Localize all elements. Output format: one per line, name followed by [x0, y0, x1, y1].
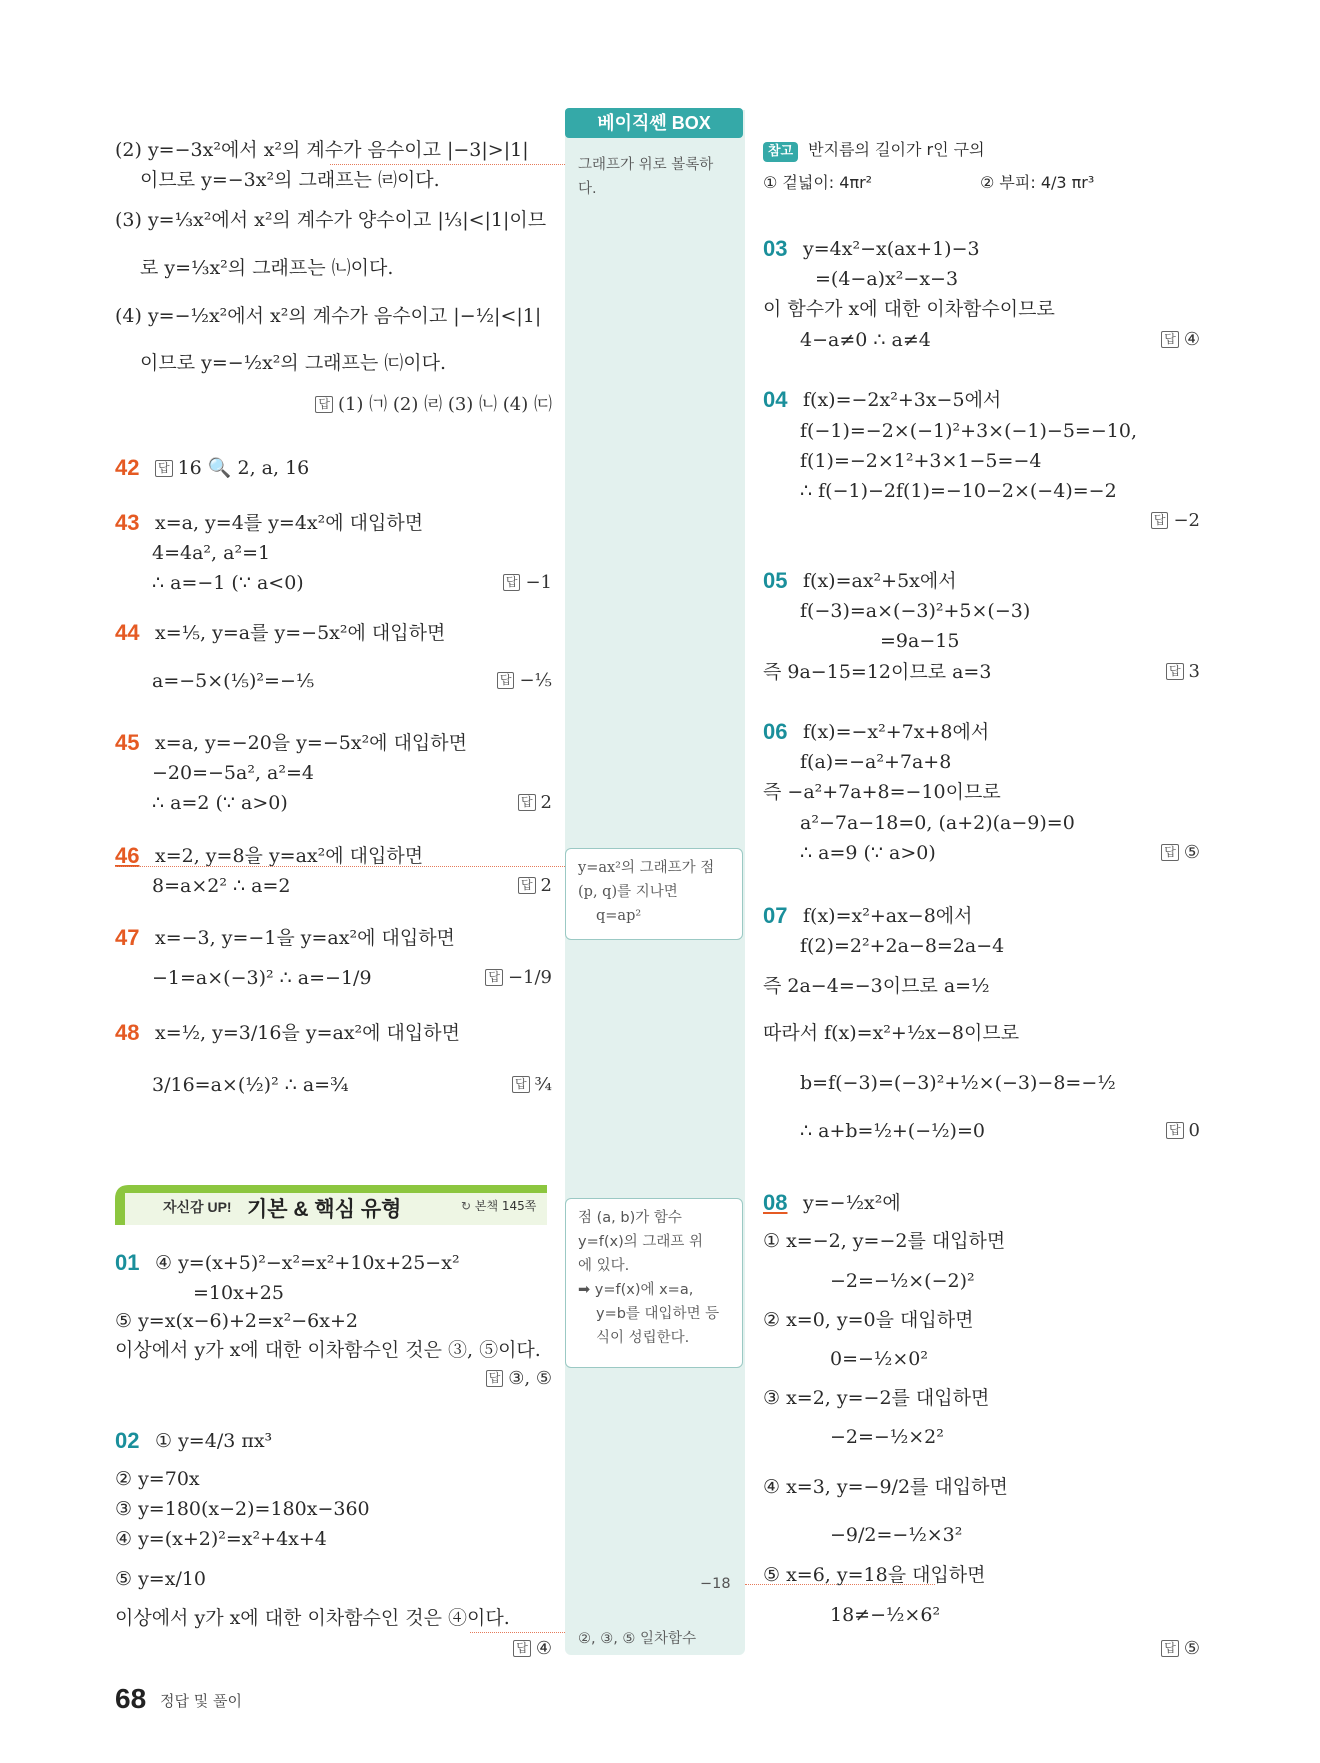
q07-line1: f(x)=x²+ax−8에서: [803, 905, 973, 927]
left-p4-line1: (4) y=−½x²에서 x²의 계수가 음수이고 |−½|<|1|: [115, 305, 542, 327]
answer-mark: 답: [1161, 844, 1179, 861]
q44-line2: a=−5×(⅕)²=−⅕: [152, 670, 315, 692]
q03-answer-text: ④: [1183, 329, 1200, 350]
q08-line3: −2=−½×(−2)²: [830, 1270, 975, 1292]
q45-number: 45: [115, 730, 140, 755]
side-note-1: [578, 153, 713, 201]
q05-number: 05: [763, 568, 788, 593]
q02-link-line: [470, 1632, 565, 1633]
answer-mark: 답: [518, 794, 536, 811]
q07-line2: f(2)=2²+2a−8=2a−4: [800, 935, 1005, 957]
q02-line6: 이상에서 y가 x에 대한 이차함수인 것은 ④이다.: [115, 1607, 510, 1629]
q06-answer-text: ⑤: [1183, 842, 1200, 863]
q07-line3: 즉 2a−4=−3이므로 a=½: [763, 975, 990, 997]
answer-mark: 답: [497, 672, 515, 689]
q08-answer-text: ⑤: [1183, 1638, 1200, 1659]
q04-answer-text: −2: [1173, 510, 1200, 531]
answer-mark: 답: [485, 969, 503, 986]
q07-answer-text: 0: [1188, 1120, 1200, 1141]
left-p3-line1: (3) y=⅓x²에서 x²의 계수가 양수이고 |⅓|<|1|이므: [115, 209, 547, 231]
q05-line4: 즉 9a−15=12이므로 a=3: [763, 661, 992, 683]
note-line2b: ② 부피: 4/3 πr³: [980, 173, 1095, 192]
q46-line1: x=2, y=8을 y=ax²에 대입하면: [155, 845, 424, 867]
q02-line4: ④ y=(x+2)²=x²+4x+4: [115, 1528, 327, 1550]
page-label: 정답 및 풀이: [160, 1692, 242, 1710]
q01-line2: =10x+25: [193, 1282, 284, 1304]
left-p2-line2: 이므로 y=−3x²의 그래프는 ㈃이다.: [140, 169, 440, 191]
q47-line2: −1=a×(−3)² ∴ a=−1/9: [152, 967, 372, 989]
note-line1-text: 반지름의 길이가 r인 구의: [808, 140, 985, 159]
answer-mark: 답: [486, 1370, 504, 1387]
answer-mark: 답: [155, 460, 173, 477]
q03-line3: 이 함수가 x에 대한 이차함수이므로: [763, 298, 1055, 320]
q01-line3: ⑤ y=x(x−6)+2=x²−6x+2: [115, 1310, 358, 1332]
q07-line6: ∴ a+b=½+(−½)=0: [800, 1120, 985, 1142]
side-note-2-line2: (p, q)를 지나면: [578, 884, 678, 900]
q02-line3: ③ y=180(x−2)=180x−360: [115, 1498, 370, 1520]
side-note-3-line1: 점 (a, b)가 함수: [578, 1210, 682, 1226]
q45-line1: x=a, y=−20을 y=−5x²에 대입하면: [155, 732, 467, 754]
q47-line1: x=−3, y=−1을 y=ax²에 대입하면: [155, 927, 455, 949]
answer-mark: 답: [1161, 331, 1179, 348]
left-p3-line2: 로 y=⅓x²의 그래프는 ㈁이다.: [140, 257, 394, 279]
answer-mark: 답: [315, 396, 333, 413]
q03-answer: [1100, 327, 1200, 353]
q43-answer-text: −1: [525, 572, 552, 593]
note-line2a: ① 겉넓이: 4πr²: [763, 173, 873, 192]
q46-answer: [440, 873, 552, 899]
q05-line3: =9a−15: [880, 630, 960, 652]
side-note-1-line2: 다.: [578, 181, 597, 197]
q43-line1: x=a, y=4를 y=4x²에 대입하면: [155, 512, 424, 534]
q08-line10: ⑤ x=6, y=18을 대입하면: [763, 1564, 986, 1586]
q02-answer: [440, 1636, 552, 1662]
q08-line7: −2=−½×2²: [830, 1426, 944, 1448]
q45-line2: −20=−5a², a²=4: [152, 762, 315, 784]
q42-answer: 16 🔍 2, a, 16: [177, 457, 310, 479]
q44-answer-text: −⅕: [519, 670, 552, 691]
q07-line5: b=f(−3)=(−3)²+½×(−3)−8=−½: [800, 1072, 1116, 1094]
section-title: 기본 & 핵심 유형: [247, 1198, 402, 1221]
answer-text: (1) ㈀ (2) ㈃ (3) ㈁ (4) ㈂: [337, 394, 552, 415]
answer-mark: 답: [503, 574, 521, 591]
side-note-1-line1: 그래프가 위로 볼록하: [578, 157, 714, 173]
answer-mark: 답: [1166, 1122, 1184, 1139]
q45-answer-text: 2: [540, 792, 552, 813]
q48-answer-text: ¾: [534, 1074, 552, 1095]
q08-line8: ④ x=3, y=−9/2를 대입하면: [763, 1476, 1008, 1498]
q46-number: 46: [115, 843, 140, 868]
q07-number: 07: [763, 903, 788, 928]
q04-line1: f(x)=−2x²+3x−5에서: [803, 389, 1002, 411]
side-note-2-line1: y=ax²의 그래프가 점: [578, 860, 715, 876]
q07-line4: 따라서 f(x)=x²+½x−8이므로: [763, 1022, 1020, 1044]
q05-answer-text: 3: [1188, 661, 1200, 682]
q02-number: 02: [115, 1428, 140, 1453]
q48-number: 48: [115, 1020, 140, 1045]
q07-answer: [1100, 1118, 1200, 1144]
side-note-3-line4: ➡ y=f(x)에 x=a,: [578, 1282, 694, 1298]
q44-answer: [440, 668, 552, 694]
q44-number: 44: [115, 620, 140, 645]
q01-line4: 이상에서 y가 x에 대한 이차함수인 것은 ③, ⑤이다.: [115, 1339, 541, 1361]
q44-line1: x=⅕, y=a를 y=−5x²에 대입하면: [155, 622, 446, 644]
answer-mark: 답: [1151, 512, 1169, 529]
q03-line4: 4−a≠0 ∴ a≠4: [800, 329, 931, 351]
q03-number: 03: [763, 236, 788, 261]
q02-line1: ① y=4/3 πx³: [155, 1430, 273, 1452]
q08-line4: ② x=0, y=0을 대입하면: [763, 1309, 974, 1331]
q47-answer-text: −1/9: [507, 967, 552, 988]
left-p2-line1: (2) y=−3x²에서 x²의 계수가 음수이고 |−3|>|1|: [115, 139, 529, 161]
section-ref-text: 본책 145쪽: [474, 1199, 537, 1213]
left-p-answer: [300, 392, 552, 418]
q04-line3: f(1)=−2×1²+3×1−5=−4: [800, 450, 1042, 472]
answer-mark: 답: [1161, 1640, 1179, 1657]
q01-number: 01: [115, 1250, 140, 1275]
p2-link-line: [330, 164, 565, 165]
q48-answer: [440, 1072, 552, 1098]
q02-answer-text: ④: [535, 1638, 552, 1659]
side-note-2-line3: q=ap²: [596, 908, 642, 924]
q02-line5: ⑤ y=x/10: [115, 1568, 207, 1590]
side-note-4: −18: [700, 1576, 731, 1592]
q04-line4: ∴ f(−1)−2f(1)=−10−2×(−4)=−2: [800, 480, 1117, 502]
q04-answer: [1100, 508, 1200, 534]
q08-line9: −9/2=−½×3²: [830, 1524, 963, 1546]
q08-line6: ③ x=2, y=−2를 대입하면: [763, 1387, 990, 1409]
side-note-2: [578, 856, 714, 928]
q42-number: 42: [115, 455, 140, 480]
q08-line5: 0=−½×0²: [830, 1348, 928, 1370]
q45-answer: [440, 790, 552, 816]
section-ref: [461, 1197, 536, 1214]
q06-number: 06: [763, 719, 788, 744]
section-header: [115, 1185, 547, 1223]
answer-mark: 답: [512, 1076, 530, 1093]
q06-line1: f(x)=−x²+7x+8에서: [803, 721, 990, 743]
q03-line1: y=4x²−x(ax+1)−3: [803, 238, 980, 260]
q08-number: 08: [763, 1190, 788, 1215]
q08-line2: ① x=−2, y=−2를 대입하면: [763, 1230, 1006, 1252]
q06-line3: 즉 −a²+7a+8=−10이므로: [763, 781, 1001, 803]
q48-line1: x=½, y=3/16을 y=ax²에 대입하면: [155, 1022, 460, 1044]
q46-line2: 8=a×2² ∴ a=2: [152, 875, 291, 897]
q04-line2: f(−1)=−2×(−1)²+3×(−1)−5=−10,: [800, 420, 1137, 442]
q01-answer-text: ③, ⑤: [508, 1368, 552, 1389]
answer-mark: 답: [1166, 663, 1184, 680]
q06-line5: ∴ a=9 (∵ a>0): [800, 842, 936, 864]
q04-number: 04: [763, 387, 788, 412]
q43-line2: 4=4a², a²=1: [152, 542, 271, 564]
q48-line2: 3/16=a×(½)² ∴ a=¾: [152, 1074, 349, 1096]
q02-line2: ② y=70x: [115, 1468, 200, 1490]
q47-answer: [440, 965, 552, 991]
q08-line11: 18≠−½×6²: [830, 1604, 941, 1626]
note-icon: 참고: [763, 142, 798, 162]
side-note-3: [578, 1206, 719, 1350]
side-note-3-line3: 에 있다.: [578, 1258, 630, 1274]
q08-answer: [1100, 1636, 1200, 1662]
section-small-label: 자신감 UP!: [163, 1199, 232, 1215]
q46-link-line: [115, 866, 565, 867]
q01-line1: ④ y=(x+5)²−x²=x²+10x+25−x²: [155, 1252, 460, 1274]
note-line1: [763, 137, 985, 163]
q43-answer: [440, 570, 552, 596]
q05-line1: f(x)=ax²+5x에서: [803, 570, 957, 592]
q45-line3: ∴ a=2 (∵ a>0): [152, 792, 288, 814]
page-number: 68: [115, 1683, 147, 1714]
refresh-icon: ↻: [461, 1199, 475, 1213]
q05-answer: [1100, 659, 1200, 685]
left-p4-line2: 이므로 y=−½x²의 그래프는 ㈂이다.: [140, 352, 447, 374]
q08-line1: y=−½x²에: [803, 1192, 901, 1214]
side-note-3-line6: 식이 성립한다.: [596, 1330, 690, 1346]
q01-answer: [420, 1366, 552, 1392]
q43-number: 43: [115, 510, 140, 535]
q06-line4: a²−7a−18=0, (a+2)(a−9)=0: [800, 812, 1075, 834]
q47-number: 47: [115, 925, 140, 950]
side-note-3-line5: y=b를 대입하면 등: [596, 1306, 720, 1322]
answer-mark: 답: [518, 877, 536, 894]
q06-line2: f(a)=−a²+7a+8: [800, 751, 952, 773]
answer-mark: 답: [513, 1640, 531, 1657]
q43-line3: ∴ a=−1 (∵ a<0): [152, 572, 304, 594]
q46-answer-text: 2: [540, 875, 552, 896]
q42-text: [155, 455, 309, 481]
side-note-5: ②, ③, ⑤ 일차함수: [578, 1631, 697, 1647]
q05-line2: f(−3)=a×(−3)²+5×(−3): [800, 600, 1031, 622]
q03-line2: =(4−a)x²−x−3: [815, 268, 959, 290]
q06-answer: [1100, 840, 1200, 866]
side-note-3-line2: y=f(x)의 그래프 위: [578, 1234, 703, 1250]
side-box-title: 베이직쎈 BOX: [565, 108, 743, 138]
